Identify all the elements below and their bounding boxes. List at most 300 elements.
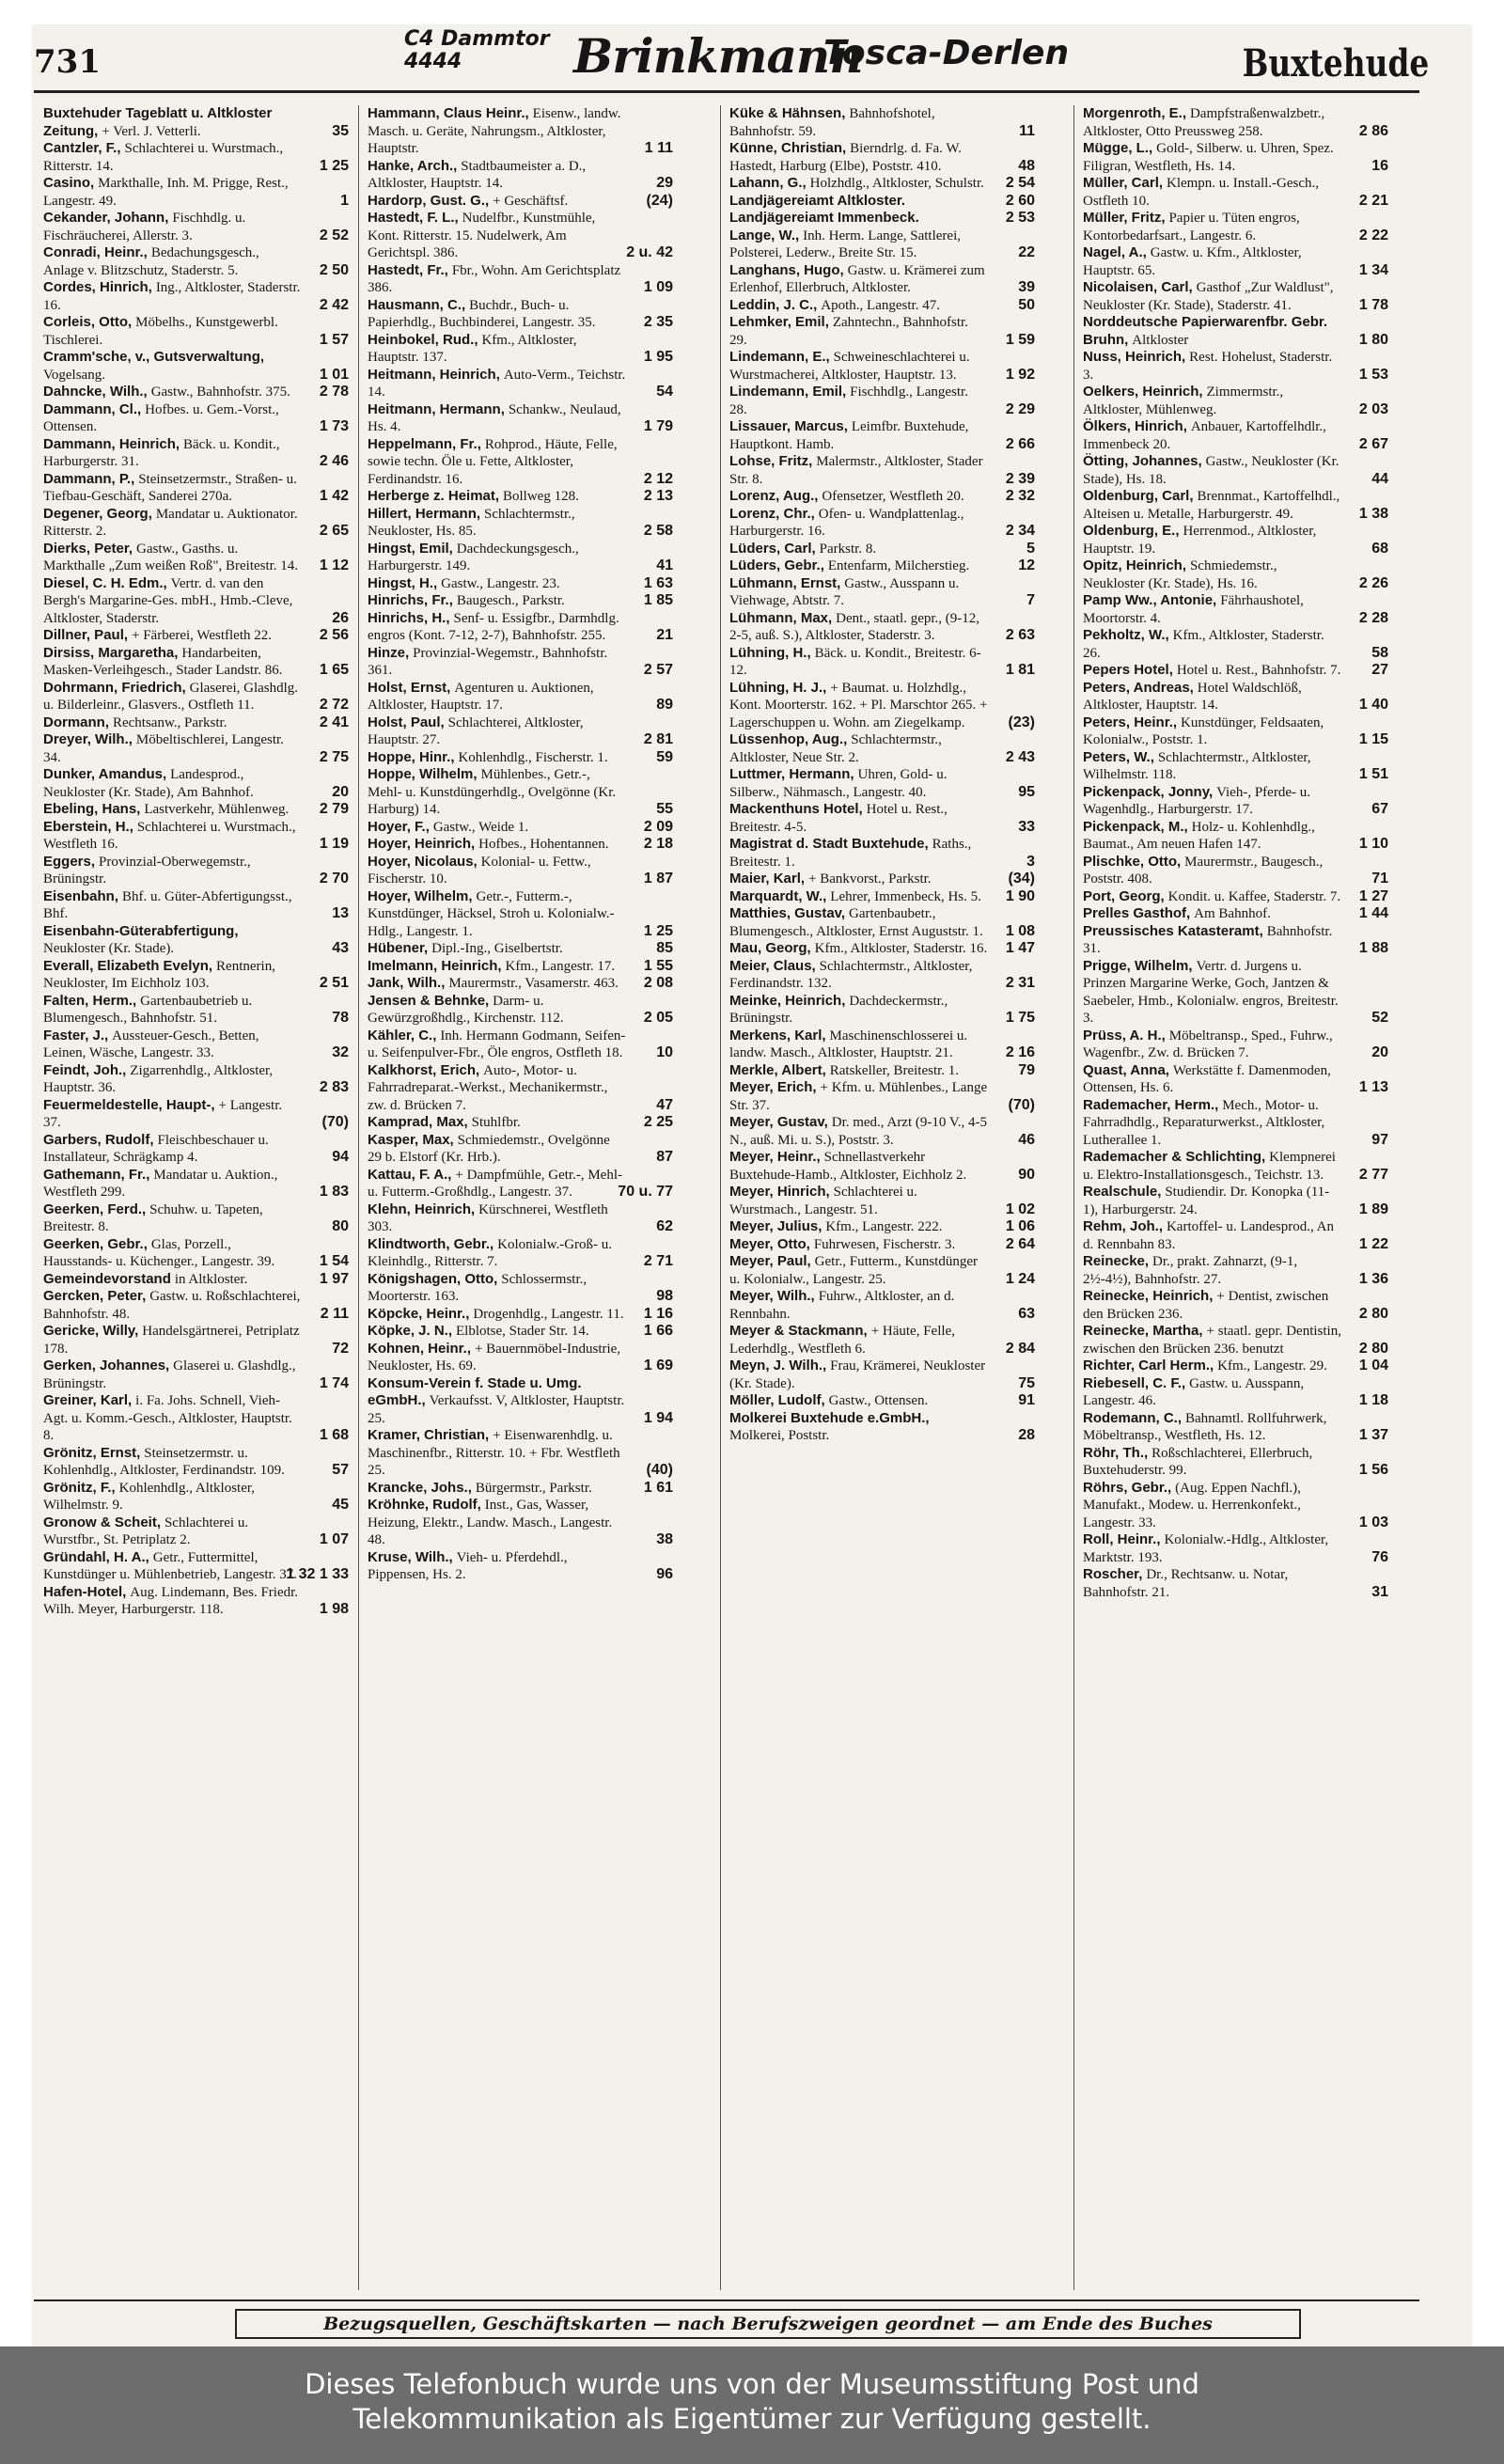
entry-name: Heinbokel, Rud., <box>368 331 478 348</box>
entry-phone-number: 2 39 <box>1005 470 1035 487</box>
directory-column-2 <box>368 105 673 1584</box>
entry-phone-number: 2 09 <box>643 818 673 835</box>
entry-details: + Langestr. 37. <box>43 1097 283 1130</box>
entry-phone-number: 57 <box>332 1462 349 1478</box>
entry-details: + Dampfmühle, Getr.-, Mehl- u. Futterm.-Großhdlg., Langestr. 37. <box>368 1167 622 1200</box>
entry-phone-number: 47 <box>656 1096 673 1113</box>
entry-details: Schlachtermstr., Altkloster, Ferdinandstr. 132. <box>729 958 973 991</box>
entry-details: Schankw., Neulaud, Hs. 4. <box>368 401 621 434</box>
entry-name: Diesel, C. H. Edm., <box>43 574 167 591</box>
directory-entry <box>1083 1184 1388 1218</box>
directory-entry <box>368 1114 673 1132</box>
entry-details: Gastw. u. Ausspann, Langestr. 46. <box>1083 1375 1305 1408</box>
entry-details: Ratskeller, Breitestr. 1. <box>829 1062 960 1078</box>
directory-entry <box>43 471 349 506</box>
directory-entry <box>729 541 1035 558</box>
entry-phone-number: 1 69 <box>643 1358 673 1373</box>
entry-details: Vieh- u. Pferdehdl., Pippensen, Hs. 2. <box>368 1549 568 1582</box>
directory-entry <box>729 314 1035 349</box>
entry-name: Cordes, Hinrich, <box>43 279 152 295</box>
directory-entry <box>1083 210 1388 244</box>
entry-details: Nudelfbr., Kunstmühle, Kont. Ritterstr. 15. Nudelwerk, Am Gerichtspl. 386. <box>368 211 596 260</box>
directory-entry <box>1083 819 1388 854</box>
entry-name: Meinke, Heinrich, <box>729 992 846 1009</box>
directory-entry <box>1083 488 1388 523</box>
entry-phone-number: 2 56 <box>319 627 349 643</box>
entry-phone-number: (70) <box>321 1114 349 1130</box>
entry-details: Kolonialw.-Hdlg., Altkloster, Marktstr. 193. <box>1083 1532 1329 1565</box>
entry-phone-number: 21 <box>656 627 673 643</box>
directory-entry <box>729 1253 1035 1288</box>
entry-details: + Baumat. u. Holzhdlg., Kont. Moorterstr. 162. + Pl. Marschtor 265. + Lagerschuppen u. Wohn. am Ziegelkamp. <box>729 680 988 730</box>
entry-phone-number: 1 12 <box>319 557 349 573</box>
entry-details: Kfm., Altkloster, Hauptstr. 137. <box>368 332 577 365</box>
entry-name: Buxtehuder Tageblatt u. Altkloster Zeitung, <box>43 105 273 139</box>
entry-phone-number: 2 70 <box>319 871 349 887</box>
page-number: 731 <box>34 43 101 81</box>
entry-phone-number: 2 80 <box>1358 1340 1388 1357</box>
entry-phone-number: 20 <box>332 783 349 800</box>
entry-name: Kramer, Christian, <box>368 1427 490 1443</box>
directory-entry <box>368 836 673 854</box>
entry-name: Feindt, Joh., <box>43 1061 127 1078</box>
entry-details: Aug. Lindemann, Bes. Friedr. Wilh. Meyer, Harburgerstr. 118. <box>43 1584 299 1617</box>
directory-entry <box>368 993 673 1028</box>
entry-details: Herrenmod., Altkloster, Hauptstr. 19. <box>1083 524 1317 557</box>
entry-name: Lindemann, E., <box>729 349 830 365</box>
entry-details: Dachdeckungsgesch., Harburgerstr. 149. <box>368 541 579 573</box>
entry-phone-number: 45 <box>332 1497 349 1513</box>
directory-entry <box>1083 680 1388 714</box>
directory-entry <box>43 1288 349 1323</box>
entry-phone-number: 1 95 <box>643 349 673 365</box>
ad-line-2: 4444 <box>404 50 462 73</box>
entry-name: Köpcke, Heinr., <box>368 1305 470 1322</box>
entry-phone-number: 48 <box>1018 157 1035 174</box>
entry-phone-number: 1 24 <box>1005 1270 1035 1287</box>
entry-name: Dunker, Amandus, <box>43 766 167 782</box>
entry-details: Bollweg 128. <box>503 489 579 504</box>
directory-entry <box>1083 105 1388 140</box>
entry-phone-number: (24) <box>646 192 673 209</box>
entry-name: Klehn, Heinrich, <box>368 1201 476 1217</box>
directory-entry <box>729 1323 1035 1358</box>
entry-details: Hofbes., Hohentannen. <box>478 837 609 852</box>
entry-details: Holz- u. Kohlenhdlg., Baumat., Am neuen Hafen 147. <box>1083 819 1315 852</box>
entry-details: Schlachterei, Altkloster, Hauptstr. 27. <box>368 714 584 747</box>
entry-details: Kohlenhdlg., Altkloster, Wilhelmstr. 9. <box>43 1480 256 1513</box>
entry-phone-number: 2 60 <box>1005 192 1035 209</box>
entry-phone-number: 12 <box>1018 557 1035 573</box>
ad-brand-logo: Brinkmann <box>573 28 863 84</box>
entry-phone-number: 85 <box>656 940 673 956</box>
entry-phone-number: 71 <box>1371 871 1388 887</box>
entry-phone-number: 62 <box>656 1218 673 1234</box>
entry-phone-number: 2 57 <box>643 662 673 678</box>
entry-name: Lorenz, Aug., <box>729 488 819 504</box>
entry-name: Meyer, Hinrich, <box>729 1184 830 1200</box>
directory-entry <box>368 367 673 401</box>
entry-details: Kfm., Langestr. 222. <box>825 1219 943 1234</box>
entry-details: Schlachterei u. Wurstmach., Westfleth 16. <box>43 819 296 852</box>
entry-details: Bäck. u. Kondit., Breitestr. 6-12. <box>729 645 981 678</box>
entry-name: Meyer, Heinr., <box>729 1149 821 1165</box>
entry-phone-number: (40) <box>646 1462 673 1478</box>
entry-phone-number: 2 52 <box>319 227 349 243</box>
directory-entry <box>43 1062 349 1097</box>
entry-name: Gerken, Johannes, <box>43 1358 170 1373</box>
entry-phone-number: 2 05 <box>643 1010 673 1026</box>
directory-entry <box>368 1201 673 1236</box>
entry-details: Möbeltransp., Sped., Fuhrw., Wagenfbr., Zw. d. Brücken 7. <box>1083 1028 1333 1060</box>
directory-entry <box>43 1480 349 1514</box>
directory-entry <box>43 888 349 923</box>
entry-details: Roßschlachterei, Ellerbruch, Buxtehuderstr. 99. <box>1083 1445 1313 1478</box>
entry-details: Steinsetzermstr. u. Kohlenhdlg., Altkloster, Ferdinandstr. 109. <box>43 1445 285 1478</box>
entry-name: Müller, Carl, <box>1083 175 1164 191</box>
directory-entry <box>43 854 349 888</box>
entry-details: Gastw., Gasths. u. Markthalle „Zum weißen Roß", Breitestr. 14. <box>43 541 299 573</box>
entry-details: Kolonial- u. Fettw., Fischerstr. 10. <box>368 854 591 887</box>
entry-name: Küke & Hähnsen, <box>729 105 846 121</box>
directory-entry <box>368 210 673 262</box>
entry-name: Mügge, L., <box>1083 140 1153 156</box>
directory-entry <box>368 1341 673 1375</box>
entry-name: Corleis, Otto, <box>43 314 133 330</box>
entry-name: Eberstein, H., <box>43 818 133 835</box>
directory-entry <box>43 506 349 541</box>
directory-entry <box>729 228 1035 262</box>
entry-name: Rehm, Joh., <box>1083 1218 1164 1234</box>
directory-entry <box>368 1549 673 1584</box>
entry-phone-number: 59 <box>656 748 673 765</box>
entry-name: Dohrmann, Friedrich, <box>43 679 186 696</box>
directory-entry <box>1083 905 1388 923</box>
entry-name: Röhrs, Gebr., <box>1083 1479 1172 1496</box>
entry-phone-number: 2 54 <box>1005 175 1035 191</box>
entry-name: Lühmann, Ernst, <box>729 574 841 591</box>
directory-entry <box>729 1184 1035 1218</box>
footer-reference-band: Bezugsquellen, Geschäftskarten — nach Berufszweigen geordnet — am Ende des Buches <box>235 2309 1301 2339</box>
entry-name: Dahncke, Wilh., <box>43 384 148 400</box>
entry-phone-number: 2 35 <box>643 314 673 330</box>
archive-caption <box>0 2346 1504 2464</box>
entry-details: Lehrer, Immenbeck, Hs. 5. <box>830 888 981 904</box>
entry-phone-number: 1 11 <box>644 140 673 156</box>
entry-name: Ölkers, Hinrich, <box>1083 418 1187 434</box>
directory-entry <box>729 193 1035 211</box>
entry-details: Neukloster (Kr. Stade). <box>43 941 175 956</box>
entry-details: Provinzial-Oberwegemstr., Brüningstr. <box>43 854 251 887</box>
directory-entry <box>43 819 349 854</box>
entry-phone-number: 20 <box>1371 1044 1388 1060</box>
entry-details: Schlachtermstr., Altkloster, Neue Str. 2. <box>729 732 942 765</box>
directory-entry <box>729 488 1035 506</box>
entry-name: Hastedt, Fr., <box>368 261 448 278</box>
entry-name: Hanke, Arch., <box>368 157 458 174</box>
entry-details: Bürgermstr., Parkstr. <box>475 1480 592 1496</box>
entry-phone-number: 2 65 <box>319 523 349 539</box>
entry-name: Pekholtz, W., <box>1083 627 1169 643</box>
directory-entry <box>43 645 349 680</box>
entry-phone-number: 5 <box>1026 540 1035 557</box>
entry-details: Fischhdlg., Langestr. 28. <box>729 385 968 417</box>
directory-entry <box>729 905 1035 940</box>
entry-phone-number: 2 53 <box>1005 210 1035 226</box>
directory-entry <box>729 1236 1035 1254</box>
directory-entry <box>729 993 1035 1028</box>
entry-phone-number: 2 78 <box>319 384 349 400</box>
entry-name: Preussisches Katasteramt, <box>1083 922 1263 939</box>
directory-entry <box>729 349 1035 384</box>
entry-details: Dipl.-Ing., Giselbertstr. <box>431 941 563 956</box>
directory-entry <box>729 210 1035 228</box>
entry-details: Handarbeiten, Masken-Verleihgesch., Stader Landstr. 86. <box>43 645 283 678</box>
entry-name: Hingst, H., <box>368 574 438 591</box>
directory-entry <box>43 314 349 349</box>
directory-entry <box>43 1097 349 1132</box>
directory-entry <box>43 1549 349 1584</box>
entry-name: Hoyer, Heinrich, <box>368 836 476 852</box>
directory-entry <box>729 1028 1035 1062</box>
entry-details: Gastw. u. Roßschlachterei, Bahnhofstr. 48. <box>43 1289 301 1322</box>
directory-entry <box>368 488 673 506</box>
entry-phone-number: 22 <box>1018 244 1035 260</box>
entry-name: Hoppe, Hinr., <box>368 748 455 765</box>
entry-name: Pickenpack, Jonny, <box>1083 783 1214 800</box>
entry-name: Roscher, <box>1083 1566 1143 1582</box>
entry-name: Rademacher, Herm., <box>1083 1096 1219 1113</box>
entry-name: Lorenz, Chr., <box>729 505 815 522</box>
entry-details: Gartenbaubetr., Blumengesch., Altkloster, Ernst Auguststr. 1. <box>729 906 983 939</box>
entry-details: Malermstr., Altkloster, Stader Str. 8. <box>729 454 983 487</box>
entry-phone-number: 2 29 <box>1005 400 1035 417</box>
entry-name: Marquardt, W., <box>729 887 827 904</box>
directory-entry <box>43 349 349 384</box>
directory-entry <box>1083 1288 1388 1323</box>
ad-phone-block <box>404 28 550 73</box>
entry-name: Quast, Anna, <box>1083 1061 1169 1078</box>
entry-details: Gastw., Langestr. 23. <box>441 575 560 591</box>
directory-entry <box>43 1167 349 1201</box>
entry-details: Markthalle, Inh. M. Prigge, Rest., Langestr. 49. <box>43 176 289 209</box>
entry-phone-number: 90 <box>1018 1166 1035 1183</box>
entry-details: Hofbes. u. Gem.-Vorst., Ottensen. <box>43 401 279 434</box>
column-divider <box>358 105 359 2290</box>
entry-details: Klempnerei u. Elektro-Installationsgesch., Teichstr. 13. <box>1083 1150 1336 1183</box>
entry-name: Imelmann, Heinrich, <box>368 957 502 974</box>
entry-phone-number: 43 <box>332 940 349 956</box>
entry-name: Dirsiss, Margaretha, <box>43 644 179 661</box>
entry-details: Werkstätte f. Damenmoden, Ottensen, Hs. 6. <box>1083 1062 1331 1095</box>
entry-phone-number: 1 78 <box>1358 296 1388 313</box>
entry-name: Müller, Fritz, <box>1083 210 1166 226</box>
directory-entry <box>1083 279 1388 314</box>
entry-name: Falten, Herm., <box>43 992 137 1009</box>
directory-entry <box>729 105 1035 140</box>
entry-name: Dillner, Paul, <box>43 627 129 643</box>
entry-phone-number: 54 <box>656 384 673 400</box>
entry-name: Reinecke, Martha, <box>1083 1323 1203 1339</box>
entry-name: Plischke, Otto, <box>1083 853 1182 870</box>
entry-details: + Eisenwarenhdlg. u. Maschinenfbr., Ritterstr. 10. + Fbr. Westfleth 25. <box>368 1428 620 1478</box>
directory-entry <box>43 731 349 766</box>
entry-phone-number: 1 61 <box>643 1479 673 1496</box>
entry-phone-number: 39 <box>1018 279 1035 295</box>
entry-phone-number: 27 <box>1371 662 1388 678</box>
entry-name: Ebeling, Hans, <box>43 801 141 817</box>
entry-name: Pamp Ww., Antonie, <box>1083 592 1217 608</box>
entry-details: Gastw., Ottensen. <box>828 1393 929 1408</box>
entry-name: Kohnen, Heinr., <box>368 1340 472 1357</box>
directory-entry <box>43 1271 349 1289</box>
entry-name: Realschule, <box>1083 1184 1162 1200</box>
entry-details: Fleischbeschauer u. Installateur, Schrägkamp 4. <box>43 1132 269 1165</box>
directory-entry <box>368 332 673 367</box>
directory-entry <box>729 940 1035 958</box>
entry-name: Lindemann, Emil, <box>729 384 847 400</box>
entry-phone-number: 1 09 <box>643 279 673 295</box>
entry-details: Glaserei, Glashdlg. u. Bilderleinr., Glasvers., Ostfleth 11. <box>43 680 299 713</box>
entry-name: Magistrat d. Stadt Buxtehude, <box>729 836 929 852</box>
entry-phone-number: 1 53 <box>1358 366 1388 383</box>
entry-name: Heitmann, Heinrich, <box>368 366 500 383</box>
entry-details: Handelsgärtnerei, Petriplatz 178. <box>43 1324 300 1357</box>
entry-name: Leddin, J. C., <box>729 296 818 313</box>
entry-details: Raths., Breitestr. 1. <box>729 837 972 870</box>
entry-name: Richter, Carl Herm., <box>1083 1358 1214 1373</box>
entry-name: Greiner, Karl, <box>43 1392 133 1408</box>
entry-details: i. Fa. Johs. Schnell, Vieh-Agt. u. Komm.-Gesch., Altkloster, Hauptstr. 8. <box>43 1393 292 1443</box>
entry-details: + Kfm. u. Mühlenbes., Lange Str. 37. <box>729 1080 988 1113</box>
entry-name: Heitmann, Hermann, <box>368 400 505 417</box>
entry-phone-number: 2 43 <box>1005 748 1035 765</box>
entry-name: Gemeindevorstand <box>43 1270 171 1287</box>
entry-name: Holst, Ernst, <box>368 679 451 696</box>
entry-name: Kasper, Max, <box>368 1131 454 1148</box>
entry-name: Merkens, Karl, <box>729 1027 826 1044</box>
entry-phone-number: 89 <box>656 697 673 713</box>
entry-details: Apoth., Langestr. 47. <box>821 297 940 313</box>
column-divider <box>1073 105 1074 2290</box>
directory-entry <box>43 541 349 575</box>
entry-details: Rentnerin, Neukloster, Im Eichholz 103. <box>43 958 275 991</box>
directory-entry <box>368 1480 673 1498</box>
directory-entry <box>1083 923 1388 958</box>
entry-phone-number: 1 44 <box>1358 905 1388 921</box>
entry-name: Gathemann, Fr., <box>43 1166 150 1183</box>
entry-name: Meyer, Gustav, <box>729 1114 828 1130</box>
entry-details: Kfm., Langestr. 17. <box>505 958 616 974</box>
entry-phone-number: 1 66 <box>643 1323 673 1339</box>
entry-phone-number: 2 34 <box>1005 523 1035 539</box>
entry-details: Buchdr., Buch- u. Papierhdlg., Buchbinderei, Langestr. 35. <box>368 297 596 330</box>
entry-details: Schlachterei u. Wurstfbr., St. Petriplatz 2. <box>43 1514 249 1547</box>
entry-phone-number: 1 22 <box>1358 1235 1388 1252</box>
entry-details: Schmiedemstr., Neukloster (Kr. Stade), Hs. 16. <box>1083 558 1277 591</box>
entry-details: Getr., Futtermittel, Kunstdünger u. Mühlenbetrieb, Langestr. 37. <box>43 1549 297 1582</box>
entry-phone-number: 26 <box>332 609 349 626</box>
entry-name: Lehmker, Emil, <box>729 314 829 330</box>
directory-entry <box>43 210 349 244</box>
entry-details: Kfm., Langestr. 29. <box>1217 1358 1327 1373</box>
entry-details: Vogelsang. <box>43 367 105 383</box>
directory-entry <box>1083 784 1388 819</box>
entry-details: Dr., Rechtsanw. u. Notar, Bahnhofstr. 21. <box>1083 1567 1289 1600</box>
directory-entry <box>1083 1253 1388 1288</box>
entry-name: Molkerei Buxtehude e.GmbH., <box>729 1409 930 1426</box>
entry-details: Aussteuer-Gesch., Betten, Leinen, Wäsche, Langestr. 33. <box>43 1028 259 1060</box>
entry-phone-number: 1 83 <box>319 1184 349 1200</box>
directory-entry <box>368 436 673 489</box>
entry-phone-number: 76 <box>1371 1548 1388 1565</box>
entry-phone-number: (23) <box>1008 714 1035 730</box>
entry-details: Am Bahnhof. <box>1194 906 1271 921</box>
directory-entry <box>729 1358 1035 1392</box>
entry-phone-number: 1 15 <box>1358 731 1388 747</box>
entry-name: Lüders, Gebr., <box>729 557 824 573</box>
directory-entry <box>368 610 673 645</box>
entry-details: Schuhw. u. Tapeten, Breitestr. 8. <box>43 1201 263 1234</box>
entry-details: Steinsetzermstr., Straßen- u. Tiefbau-Geschäft, Sanderei 270a. <box>43 471 297 504</box>
entry-details: in Altkloster. <box>174 1271 248 1287</box>
entry-details: Baugesch., Parkstr. <box>456 593 565 608</box>
entry-phone-number: 70 u. 77 <box>618 1184 673 1200</box>
entry-name: Hinrichs, Fr., <box>368 592 453 608</box>
directory-entry <box>729 557 1035 575</box>
entry-details: Auto-Verm., Teichstr. 14. <box>368 367 626 400</box>
entry-name: Merkle, Albert, <box>729 1061 826 1078</box>
entry-name: Lühmann, Max, <box>729 609 833 626</box>
directory-entry <box>368 1375 673 1428</box>
entry-phone-number: 2 26 <box>1358 574 1388 591</box>
directory-entry <box>43 1201 349 1236</box>
entry-phone-number: 50 <box>1018 296 1035 313</box>
entry-name: Meyer, Julius, <box>729 1218 822 1234</box>
entry-phone-number: 1 85 <box>643 592 673 608</box>
entry-details: Dent., staatl. gepr., (9-12, 2-5, auß. S.), Altkloster, Staderstr. 3. <box>729 610 980 643</box>
directory-entry <box>368 766 673 819</box>
directory-entry <box>368 506 673 541</box>
entry-name: Kruse, Wilh., <box>368 1548 453 1565</box>
entry-phone-number: 28 <box>1018 1427 1035 1443</box>
directory-entry <box>368 105 673 158</box>
entry-phone-number: 2 51 <box>319 975 349 991</box>
entry-name: Roll, Heinr., <box>1083 1531 1161 1547</box>
entry-name: Mackenthuns Hotel, <box>729 801 863 817</box>
entry-details: Mandatar u. Auktionator. Ritterstr. 2. <box>43 506 298 539</box>
directory-entry <box>1083 418 1388 453</box>
entry-name: Lohse, Fritz, <box>729 453 813 469</box>
entry-phone-number: 1 97 <box>319 1270 349 1287</box>
entry-name: Garbers, Rudolf, <box>43 1131 154 1148</box>
entry-details: Klempn. u. Install.-Gesch., Ostfleth 10. <box>1083 176 1320 209</box>
entry-details: Zigarrenhdlg., Altkloster, Hauptstr. 36. <box>43 1062 274 1095</box>
entry-name: Konsum-Verein f. Stade u. Umg. eGmbH., <box>368 1374 582 1408</box>
entry-phone-number: 2 83 <box>319 1079 349 1095</box>
directory-entry <box>1083 1097 1388 1150</box>
entry-name: Geerken, Gebr., <box>43 1235 148 1252</box>
entry-phone-number: 2 31 <box>1005 975 1035 991</box>
entry-details: Möbelhs., Kunstgewerbl. Tischlerei. <box>43 315 278 348</box>
entry-phone-number: 2 32 <box>1005 488 1035 504</box>
directory-column-4 <box>1083 105 1388 1601</box>
directory-entry <box>368 714 673 749</box>
entry-name: Feuermeldestelle, Haupt-, <box>43 1096 215 1113</box>
entry-name: Casino, <box>43 175 95 191</box>
entry-phone-number: 75 <box>1018 1374 1035 1391</box>
entry-details: Gastw., Bahnhofstr. 375. <box>150 385 290 400</box>
